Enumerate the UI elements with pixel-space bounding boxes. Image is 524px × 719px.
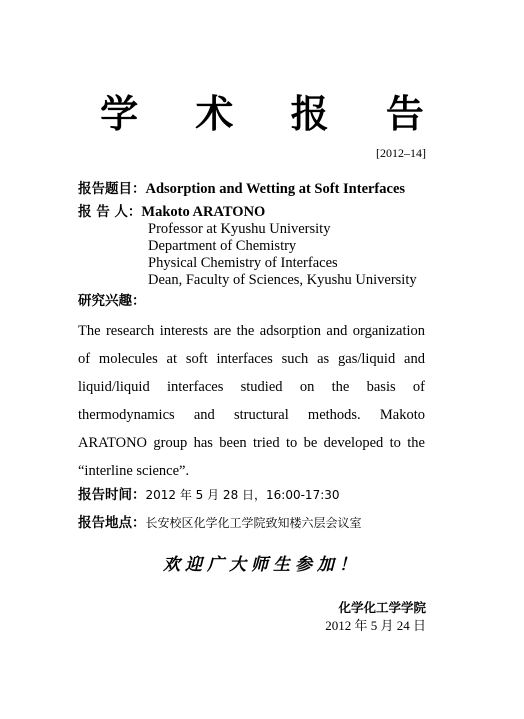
welcome-message: 欢迎广大师生参加！	[163, 555, 361, 575]
time-label: 报告时间：	[78, 487, 146, 503]
signature-organization: 化学化工学学院	[338, 600, 426, 615]
topic-row	[78, 180, 405, 198]
location-row	[78, 514, 362, 532]
location-label: 报告地点：	[78, 515, 146, 531]
topic-label: 报告题目：	[78, 181, 146, 197]
speaker-affiliation: Professor at Kyushu University	[148, 221, 331, 237]
signature-date: 2012 年 5 月 24 日	[325, 618, 426, 633]
speaker-affiliation: Dean, Faculty of Sciences, Kyushu University	[148, 272, 417, 288]
page-title: 学 术 报 告	[100, 92, 446, 136]
speaker-affiliation: Physical Chemistry of Interfaces	[148, 255, 338, 271]
speaker-label: 报 告 人：	[78, 204, 142, 220]
document-number: [2012–14]	[376, 146, 426, 160]
time-value: 2012 年 5 月 28 日，16:00-17:30	[145, 488, 340, 502]
interests-heading	[78, 292, 146, 310]
time-row	[78, 486, 340, 504]
speaker-row	[78, 203, 265, 221]
speaker-name: Makoto ARATONO	[141, 204, 266, 220]
interests-label: 研究兴趣：	[78, 293, 146, 309]
speaker-affiliation: Department of Chemistry	[148, 238, 297, 254]
topic-value: Adsorption and Wetting at Soft Interfaces	[145, 181, 406, 197]
interests-paragraph: The research interests are the adsorption and organization of molecules at soft interfaces such as gas/liquid and liquid/liquid interfaces studied on the basis of thermodynamics and structural methods. Makoto ARATONO group has been tried to be developed to the “interline science”.	[78, 323, 425, 479]
location-value: 长安校区化学化工学院致知楼六层会议室	[145, 516, 362, 530]
